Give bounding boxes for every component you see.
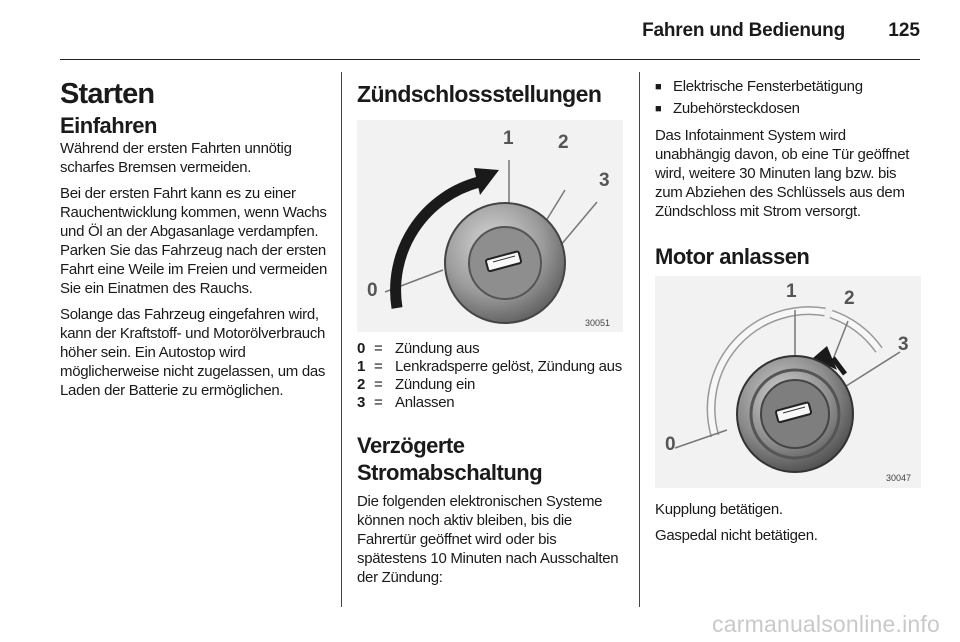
figure-label: 3 <box>599 170 610 191</box>
paragraph: Bei der ersten Fahrt kann es zu einer Rauchentwicklung kommen, wenn Wachs und Öl an der Abgasanlage verdampfen. Parken Sie das Fahrzeug nach der ersten Fahrt eine Weile im Freien und vermeiden Sie ein Einatmen des Rauchs. <box>60 185 328 297</box>
list-item <box>655 76 923 98</box>
paragraph: Das Infotainment System wird unabhängig davon, ob eine Tür geöffnet wird, weitere 30 Minuten lang bzw. bis zum Abziehen des Schlüssels aus dem Zündschloss mit Strom versorgt. <box>655 127 910 220</box>
figure-code: 30047 <box>886 473 912 483</box>
paragraph: Die folgenden elektronischen Systeme können noch aktiv bleiben, bis die Fahrertür geöffnet wird oder bis spätestens 10 Minuten nach Ausschalten der Zündung: <box>357 493 619 586</box>
position-definitions <box>357 340 625 412</box>
figure-label: 3 <box>898 334 909 355</box>
bullet-list <box>655 76 923 120</box>
definition-equals: = <box>374 340 383 357</box>
section-heading-starten: Starten <box>60 78 155 110</box>
list-item-text: Elektrische Fensterbetätigung <box>673 78 863 95</box>
definition-text: Anlassen <box>395 394 455 411</box>
page-header <box>0 0 960 60</box>
definition-row <box>357 394 625 412</box>
heading-verzoegerte-stromabschaltung: Verzögerte Stromabschaltung <box>357 433 543 485</box>
definition-row <box>357 358 625 376</box>
list-item-text: Zubehörsteckdosen <box>673 100 800 117</box>
heading-motor-anlassen: Motor anlassen <box>655 244 810 269</box>
definition-row <box>357 376 625 394</box>
column-divider <box>639 72 640 607</box>
ignition-lock-illustration <box>357 120 623 332</box>
figure-label: 2 <box>844 288 855 309</box>
list-item <box>655 98 923 120</box>
definition-equals: = <box>374 358 383 375</box>
heading-zuendschlossstellungen: Zündschlossstellungen <box>357 81 602 107</box>
column-left <box>60 72 328 407</box>
paragraph: Solange das Fahrzeug eingefahren wird, kann der Kraftstoff- und Motorölverbrauch höher sein. Ein Autostop wird möglicherweise nicht zugelassen, um das Laden der Batterie zu ermöglichen. <box>60 306 326 399</box>
figure-label: 1 <box>786 281 797 302</box>
instruction-step: Gaspedal nicht betätigen. <box>655 527 818 544</box>
definition-key: 3 <box>357 394 366 411</box>
definition-row <box>357 340 625 358</box>
ignition-figure <box>357 120 623 332</box>
definition-key: 1 <box>357 358 366 375</box>
chapter-title: Fahren und Bedienung <box>642 20 845 41</box>
figure-code: 30051 <box>585 318 611 328</box>
definition-key: 0 <box>357 340 366 357</box>
definition-text: Zündung aus <box>395 340 480 357</box>
instruction-step: Kupplung betätigen. <box>655 501 783 518</box>
subheading-einfahren: Einfahren <box>60 113 157 138</box>
column-right <box>655 72 923 552</box>
definition-text: Lenkradsperre gelöst, Zündung aus <box>395 358 622 375</box>
definition-equals: = <box>374 394 383 411</box>
figure-label: 1 <box>503 128 514 149</box>
header-divider <box>60 59 920 60</box>
definition-text: Zündung ein <box>395 376 476 393</box>
figure-label: 0 <box>367 280 378 301</box>
engine-start-figure <box>655 276 921 488</box>
figure-label: 0 <box>665 434 676 455</box>
definition-key: 2 <box>357 376 366 393</box>
figure-label: 2 <box>558 132 569 153</box>
ignition-start-illustration <box>655 276 921 488</box>
paragraph: Während der ersten Fahrten unnötig scharfes Bremsen vermeiden. <box>60 140 292 176</box>
column-middle <box>357 72 625 594</box>
column-divider <box>341 72 342 607</box>
definition-equals: = <box>374 376 383 393</box>
bullet-icon: ■ <box>655 81 662 93</box>
watermark: carmanualsonline.info <box>712 611 940 637</box>
page-number: 125 <box>888 20 920 41</box>
bullet-icon: ■ <box>655 103 662 115</box>
